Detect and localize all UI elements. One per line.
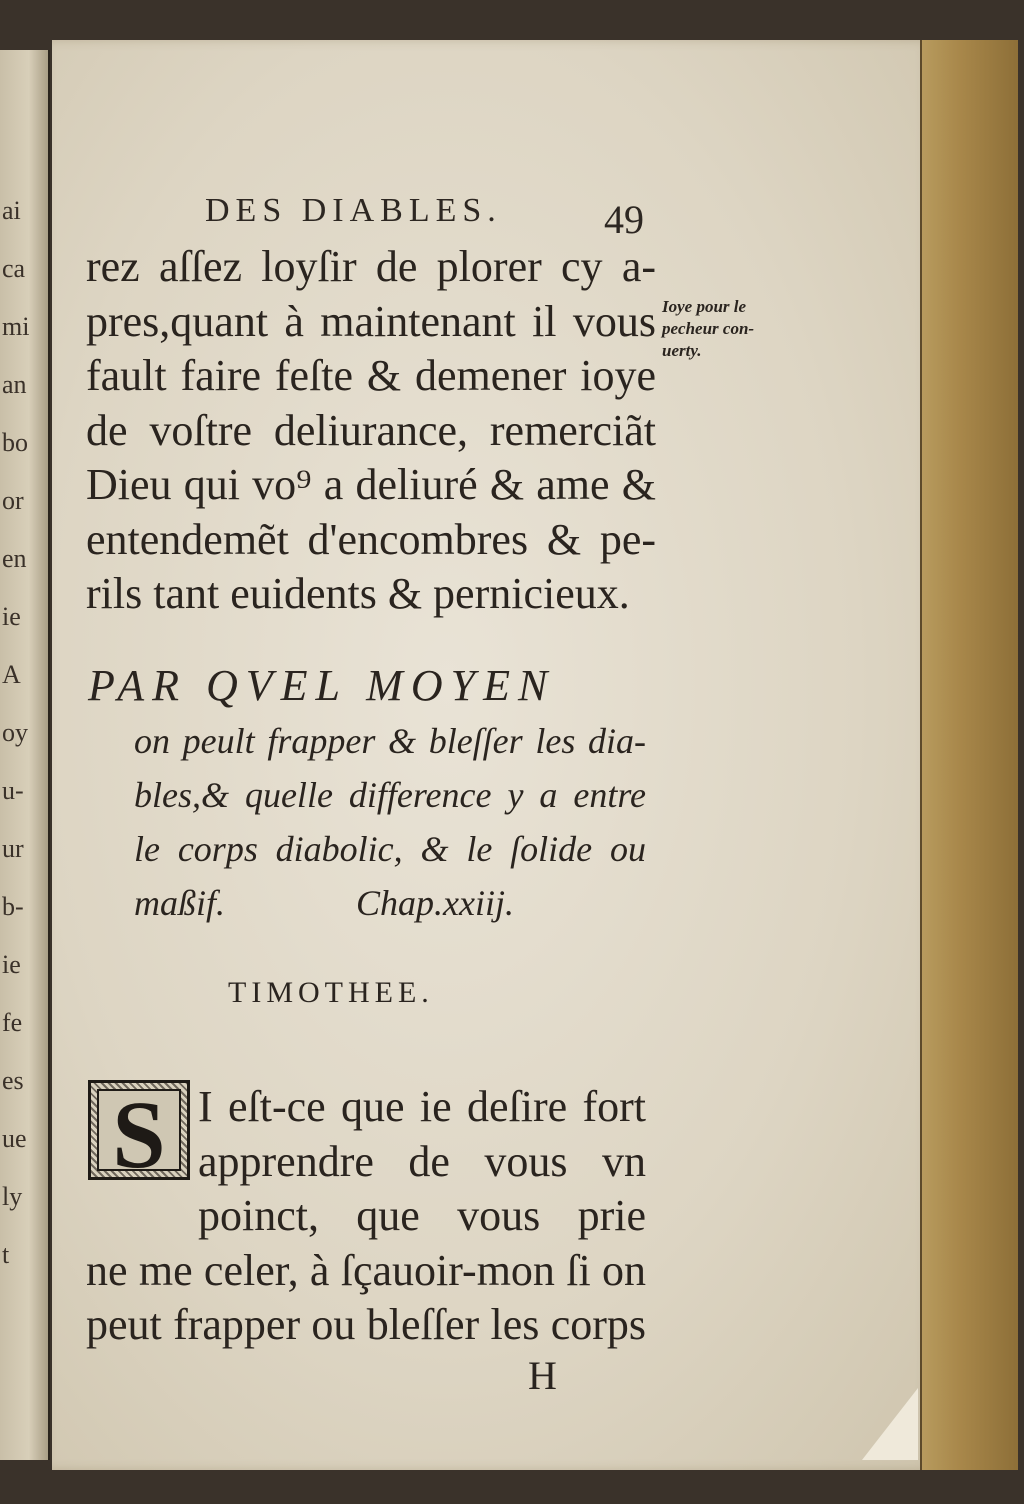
summary-line: maßif. bbox=[134, 883, 226, 923]
summary-line: le corps diabolic, & le ſolide ou bbox=[134, 829, 646, 869]
facing-page-fragment: ie bbox=[2, 950, 21, 979]
facing-page-fragment: u- bbox=[2, 776, 24, 805]
facing-page-fragment: b- bbox=[2, 892, 24, 921]
facing-page-fragment: ly bbox=[2, 1182, 23, 1211]
facing-page-fragment: es bbox=[2, 1066, 24, 1095]
text-line: pres,quant à maintenant il vous bbox=[86, 296, 656, 346]
text-line: fault faire feſte & demener ioye bbox=[86, 351, 656, 400]
text-line: I eſt-ce que ie deſire fort bbox=[198, 1082, 646, 1131]
text-line: entendemẽt d'encombres & pe- bbox=[86, 514, 656, 564]
running-head: DES DIABLES. bbox=[205, 192, 502, 229]
facing-page-fragment: ai bbox=[2, 196, 21, 225]
folded-corner bbox=[862, 1388, 918, 1460]
marginal-note-line: pecheur con- bbox=[662, 319, 755, 338]
body-text bbox=[86, 240, 656, 622]
facing-page-fragment: or bbox=[2, 486, 24, 515]
facing-page-fragment: ur bbox=[2, 834, 24, 863]
facing-page-fragment: ue bbox=[2, 1124, 27, 1153]
text-line: apprendre de vous vn bbox=[198, 1136, 646, 1186]
chapter-number: Chap.xxiij. bbox=[356, 883, 514, 923]
summary-line: on peult frapper & bleſſer les dia- bbox=[134, 721, 646, 761]
facing-page-fragment: mi bbox=[2, 312, 30, 341]
signature-mark: H bbox=[528, 1353, 557, 1398]
summary-line: bles,& quelle difference y a entre bbox=[134, 775, 646, 815]
facing-page-fragment: fe bbox=[2, 1008, 23, 1037]
chapter-heading: PAR QVEL MOYEN bbox=[88, 661, 556, 710]
text-line: de voſtre deliurance, remerciãt bbox=[86, 405, 656, 455]
facing-page-fragment: bo bbox=[2, 428, 28, 457]
facing-page-fragment: t bbox=[2, 1240, 10, 1269]
chapter-summary bbox=[134, 714, 646, 930]
facing-page-fragment: an bbox=[2, 370, 27, 399]
facing-page-fragment: ie bbox=[2, 602, 21, 631]
text-line: rils tant euidents & pernicieux. bbox=[86, 569, 630, 618]
text-line: peut frapper ou bleſſer les corps bbox=[86, 1300, 646, 1349]
text-line: ne me celer, à ſçauoir-mon ſi on bbox=[86, 1245, 646, 1295]
facing-page-fragment: ca bbox=[2, 254, 26, 283]
text-line: rez aſſez loyſir de plorer cy a- bbox=[86, 242, 656, 291]
facing-page-fragment: A bbox=[2, 660, 21, 689]
paragraph-text bbox=[86, 1080, 646, 1353]
page-number: 49 bbox=[604, 197, 644, 242]
initial-letter: S bbox=[112, 1081, 166, 1188]
facing-page-fragment: oy bbox=[2, 718, 28, 747]
text-line: poinct, que vous prie bbox=[198, 1191, 646, 1240]
marginal-note bbox=[662, 296, 802, 362]
marginal-note-line: Ioye pour le bbox=[662, 297, 747, 316]
facing-page-edge bbox=[0, 50, 50, 1460]
facing-page-fragment: en bbox=[2, 544, 27, 573]
text-line: Dieu qui vo⁹ a deliuré & ame & bbox=[86, 460, 656, 509]
marginal-note-line: uerty. bbox=[662, 341, 702, 360]
page-edge bbox=[920, 40, 1018, 1470]
speaker-name: TIMOTHEE. bbox=[228, 976, 434, 1009]
